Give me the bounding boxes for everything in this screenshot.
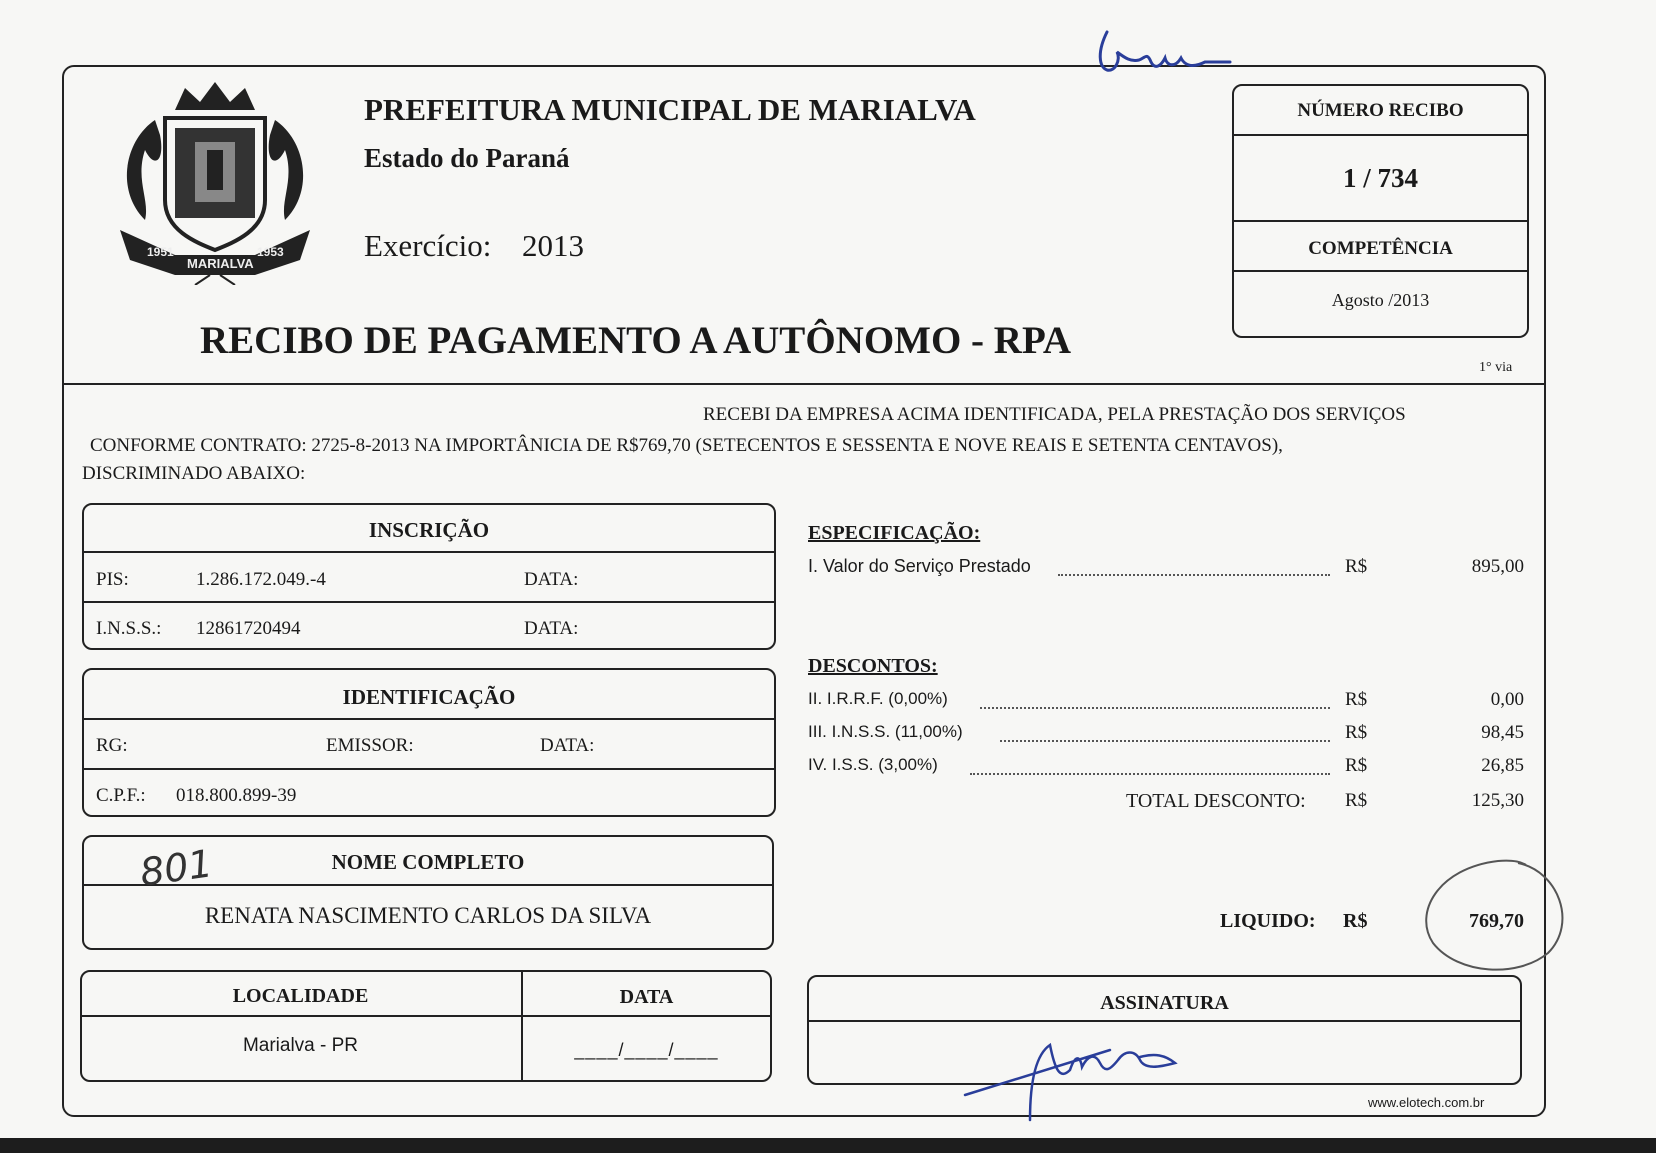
discount-irrf-label: II. I.R.R.F. (0,00%)	[808, 689, 948, 708]
net-currency: R$	[1343, 910, 1368, 932]
statement-line-2: CONFORME CONTRATO: 2725-8-2013 NA IMPORTÂNICIA DE R$769,70 (SETECENTOS E SESSENTA E NOVE REAIS E SETENTA CENTAVOS),	[90, 435, 1283, 456]
data-title: DATA	[619, 986, 674, 1008]
net-label: LIQUIDO:	[1220, 910, 1316, 932]
leader-dots	[1058, 574, 1330, 576]
copy-indicator: 1° via	[1479, 360, 1513, 375]
cpf-label: C.P.F.:	[96, 785, 146, 806]
receipt-divider	[1232, 270, 1529, 272]
receipt-divider	[1232, 220, 1529, 222]
total-discount-value: 125,30	[1471, 790, 1524, 811]
exercise-year: 2013	[522, 228, 584, 263]
leader-dots	[1000, 740, 1330, 742]
leader-dots	[980, 707, 1330, 709]
service-value-label: I. Valor do Serviço Prestado	[808, 556, 1031, 576]
rg-date-label: DATA:	[540, 735, 595, 756]
discount-irrf-value: 0,00	[1490, 689, 1524, 710]
pis-label: PIS:	[96, 569, 129, 590]
emblem-year-left: 1951	[147, 245, 174, 259]
date-blank-field: ____/____/____	[574, 1040, 719, 1060]
header-separator	[62, 383, 1546, 385]
nome-value: RENATA NASCIMENTO CARLOS DA SILVA	[204, 903, 652, 928]
inscricao-divider	[82, 601, 776, 603]
inscricao-divider	[82, 551, 776, 553]
handwritten-signature	[960, 1025, 1230, 1125]
cpf-value: 018.800.899-39	[176, 785, 297, 806]
competence-label: COMPETÊNCIA	[1308, 238, 1453, 259]
competence-value: Agosto /2013	[1331, 290, 1430, 310]
inss-label: I.N.S.S.:	[96, 618, 162, 639]
document-title: RECIBO DE PAGAMENTO A AUTÔNOMO - RPA	[200, 319, 1072, 362]
total-discount-currency: R$	[1345, 790, 1368, 811]
statement-line-3: DISCRIMINADO ABAIXO:	[82, 463, 306, 484]
discount-iss-currency: R$	[1345, 755, 1368, 776]
descontos-title: DESCONTOS:	[808, 655, 938, 677]
emissor-label: EMISSOR:	[326, 735, 414, 756]
rg-label: RG:	[96, 735, 128, 756]
inss-date-label: DATA:	[524, 618, 579, 639]
pis-date-label: DATA:	[524, 569, 579, 590]
especificacao-title: ESPECIFICAÇÃO:	[808, 522, 981, 544]
service-currency: R$	[1345, 556, 1368, 577]
total-discount-label: TOTAL DESCONTO:	[1126, 790, 1306, 812]
discount-inss-value: 98,45	[1481, 722, 1524, 743]
receipt-number-value: 1 / 734	[1342, 163, 1418, 193]
nome-title: NOME COMPLETO	[331, 850, 525, 874]
service-value: 895,00	[1471, 556, 1524, 577]
scan-edge-strip	[0, 1138, 1656, 1153]
discount-iss-value: 26,85	[1481, 755, 1524, 776]
net-value: 769,70	[1469, 910, 1524, 932]
leader-dots	[970, 773, 1330, 775]
handwritten-initial-mark	[1095, 22, 1235, 82]
localidade-value: Marialva - PR	[242, 1035, 359, 1056]
exercise-label: Exercício:	[364, 228, 492, 263]
coat-of-arms-emblem	[115, 80, 315, 285]
receipt-divider	[1232, 134, 1529, 136]
discount-iss-label: IV. I.S.S. (3,00%)	[808, 755, 938, 774]
localidade-divider	[80, 1015, 772, 1017]
state-name: Estado do Paraná	[364, 143, 570, 173]
receipt-number-label: NÚMERO RECIBO	[1297, 100, 1464, 121]
assinatura-divider	[807, 1020, 1522, 1022]
localidade-title: LOCALIDADE	[232, 985, 369, 1007]
discount-inss-label: III. I.N.S.S. (11,00%)	[808, 722, 963, 741]
handwritten-number: 801	[137, 841, 216, 895]
emblem-banner-text: MARIALVA	[187, 256, 254, 271]
identificacao-title: IDENTIFICAÇÃO	[342, 685, 516, 709]
pis-value: 1.286.172.049.-4	[196, 569, 326, 590]
emblem-year-right: 1953	[257, 245, 284, 259]
municipality-name: PREFEITURA MUNICIPAL DE MARIALVA	[364, 92, 976, 127]
inss-value: 12861720494	[196, 618, 301, 639]
identificacao-divider	[82, 768, 776, 770]
statement-line-1: RECEBI DA EMPRESA ACIMA IDENTIFICADA, PELA PRESTAÇÃO DOS SERVIÇOS	[703, 404, 1406, 425]
assinatura-title: ASSINATURA	[1100, 992, 1229, 1014]
inscricao-title: INSCRIÇÃO	[368, 518, 490, 542]
identificacao-divider	[82, 718, 776, 720]
discount-irrf-currency: R$	[1345, 689, 1368, 710]
discount-inss-currency: R$	[1345, 722, 1368, 743]
footer-website: www.elotech.com.br	[1368, 1095, 1485, 1110]
